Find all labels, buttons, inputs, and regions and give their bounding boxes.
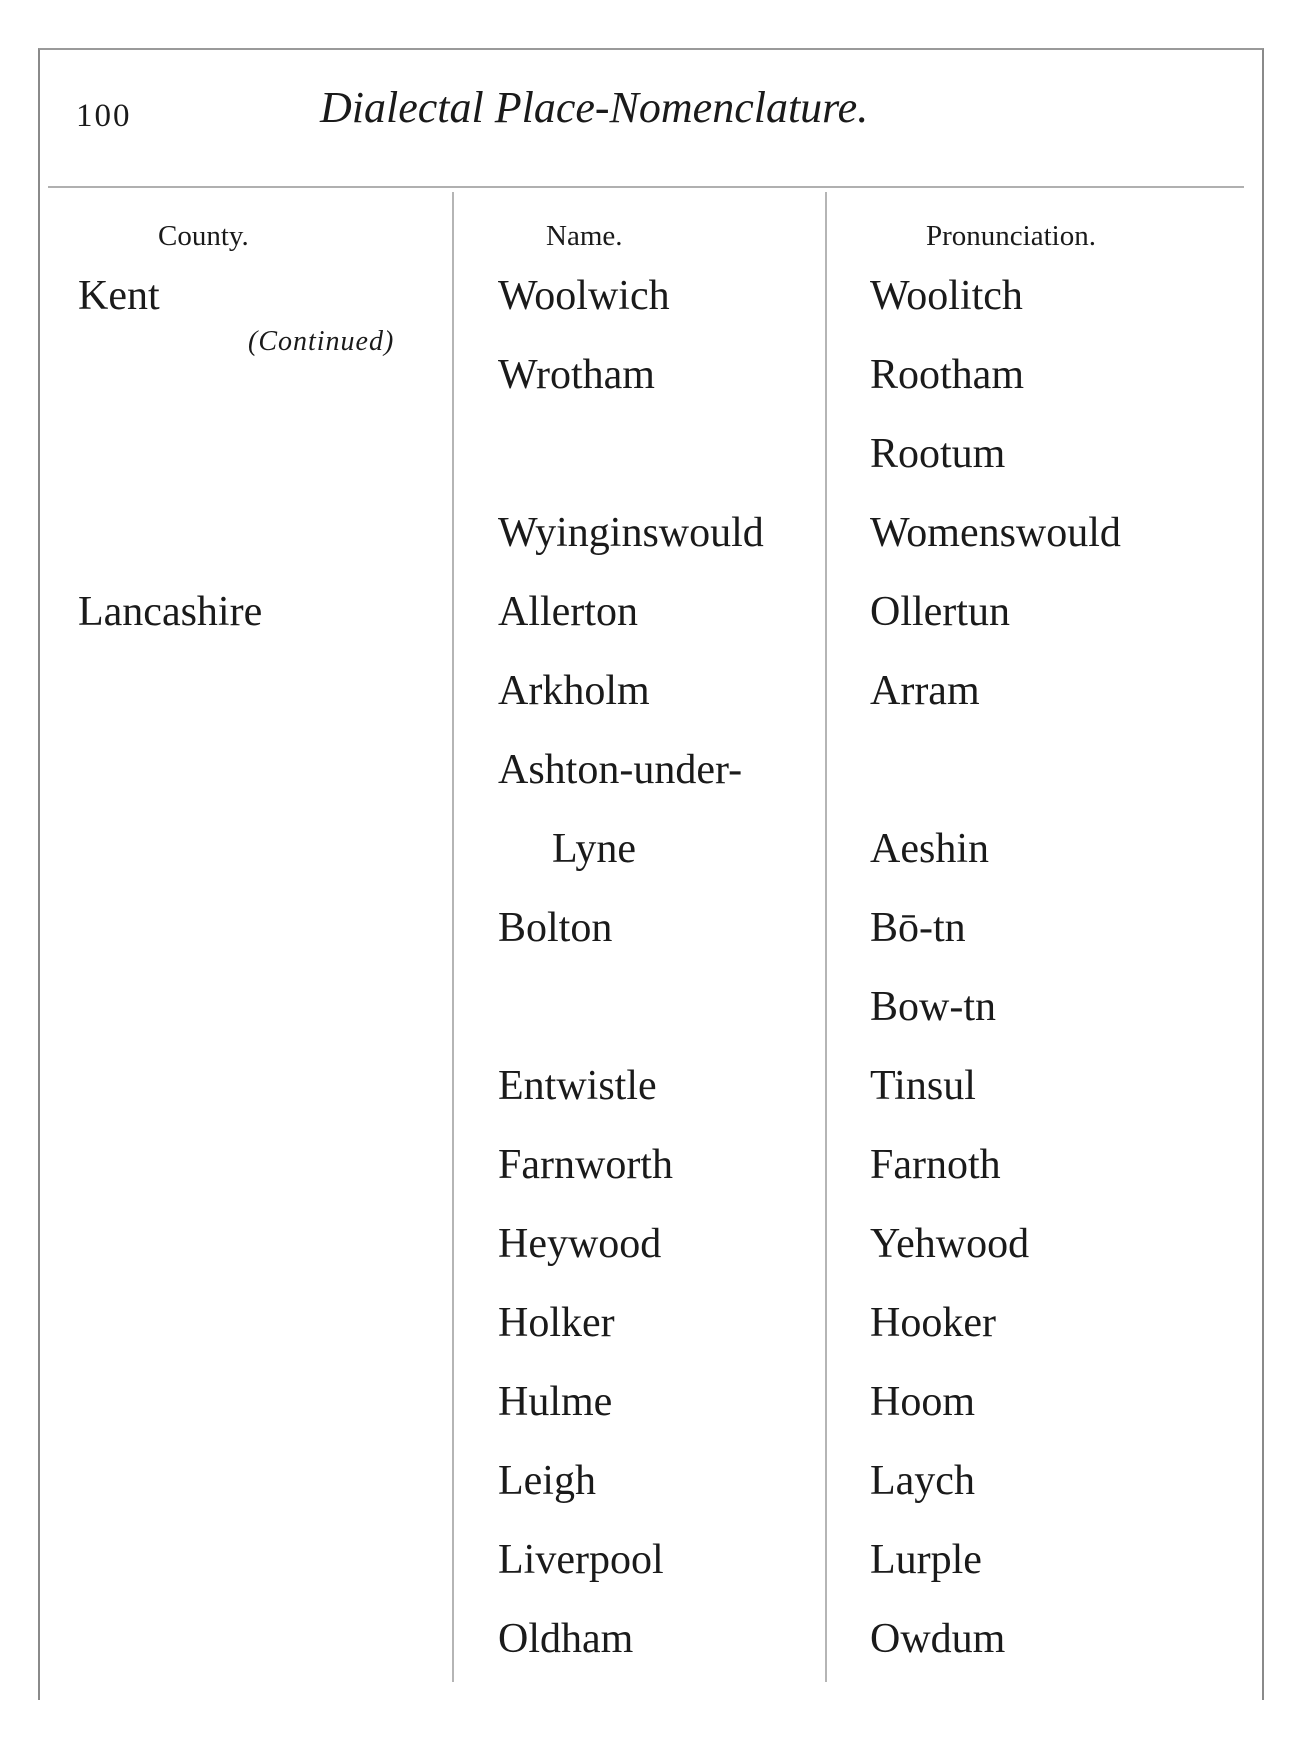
pronunciation-cell: Tinsul xyxy=(870,1063,976,1109)
table-row xyxy=(0,1536,1298,1606)
pronunciation-cell: Woolitch xyxy=(870,273,1023,319)
table-row xyxy=(0,351,1298,421)
table-row xyxy=(0,1457,1298,1527)
table-row xyxy=(0,272,1298,342)
page-number: 100 xyxy=(76,98,132,134)
table-row xyxy=(0,1062,1298,1132)
pronunciation-cell: Hoom xyxy=(870,1379,975,1425)
table-row xyxy=(0,430,1298,500)
name-cell: Heywood xyxy=(498,1221,662,1267)
table-row xyxy=(0,746,1298,816)
pronunciation-cell: Owdum xyxy=(870,1616,1006,1662)
pronunciation-cell: Farnoth xyxy=(870,1142,1001,1188)
pronunciation-cell: Lurple xyxy=(870,1537,982,1583)
name-cell: Oldham xyxy=(498,1616,634,1662)
table-row xyxy=(0,904,1298,974)
table-row xyxy=(0,667,1298,737)
pronunciation-cell: Womenswould xyxy=(870,510,1121,556)
pronunciation-cell: Ollertun xyxy=(870,589,1010,635)
name-cell: Farnworth xyxy=(498,1142,673,1188)
name-cell: Liverpool xyxy=(498,1537,664,1583)
pronunciation-cell: Hooker xyxy=(870,1300,996,1346)
name-cell: Arkholm xyxy=(498,668,650,714)
column-header-name: Name. xyxy=(546,220,623,252)
table-row xyxy=(0,588,1298,658)
running-title: Dialectal Place-Nomenclature. xyxy=(320,83,869,132)
header-rule xyxy=(48,186,1244,188)
table-row xyxy=(0,509,1298,579)
name-cell: Wrotham xyxy=(498,352,655,398)
table-row xyxy=(0,983,1298,1053)
pronunciation-cell: Laych xyxy=(870,1458,975,1504)
table-row xyxy=(0,1615,1298,1685)
pronunciation-cell: Bō-tn xyxy=(870,905,966,951)
name-cell: Lyne xyxy=(552,826,636,872)
pronunciation-cell: Yehwood xyxy=(870,1221,1030,1267)
name-cell: Allerton xyxy=(498,589,638,635)
county-cell: Lancashire xyxy=(78,589,263,635)
name-cell: Entwistle xyxy=(498,1063,657,1109)
name-cell: Ashton-under- xyxy=(498,747,743,793)
name-cell: Holker xyxy=(498,1300,615,1346)
table-row xyxy=(0,1141,1298,1211)
name-cell: Woolwich xyxy=(498,273,670,319)
continued-note: (Continued) xyxy=(248,326,395,357)
column-header-pronunciation: Pronunciation. xyxy=(926,220,1096,252)
pronunciation-cell: Rootham xyxy=(870,352,1024,398)
name-cell: Leigh xyxy=(498,1458,596,1504)
pronunciation-cell: Bow-tn xyxy=(870,984,996,1030)
name-cell: Bolton xyxy=(498,905,613,951)
county-cell: Kent xyxy=(78,273,160,319)
name-cell: Hulme xyxy=(498,1379,613,1425)
pronunciation-cell: Aeshin xyxy=(870,826,989,872)
pronunciation-cell: Arram xyxy=(870,668,980,714)
pronunciation-cell: Rootum xyxy=(870,431,1006,477)
table-row xyxy=(0,1299,1298,1369)
name-cell: Wyinginswould xyxy=(498,510,764,556)
column-header-county: County. xyxy=(158,220,249,252)
table-row xyxy=(0,1378,1298,1448)
table-row xyxy=(0,1220,1298,1290)
table-row xyxy=(0,825,1298,895)
